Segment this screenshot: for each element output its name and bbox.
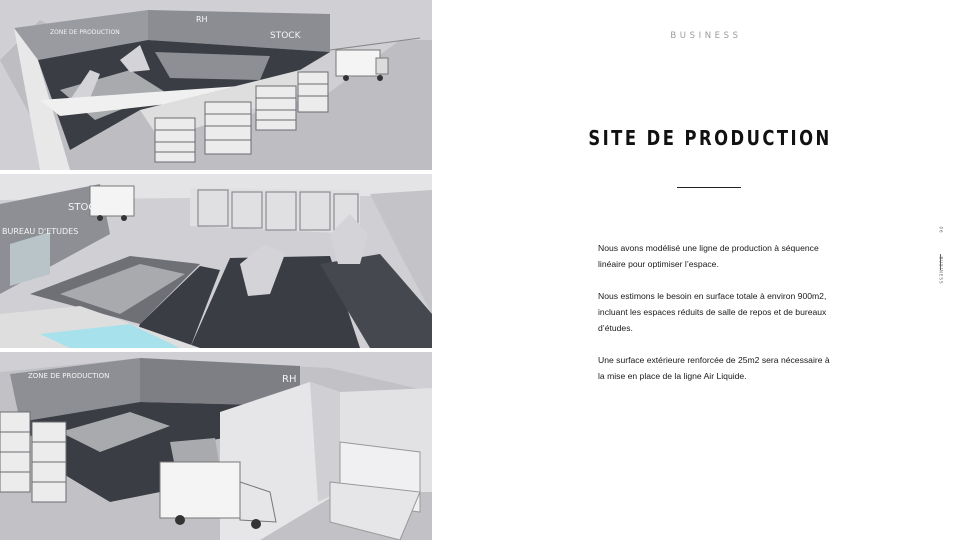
slide-title: SITE DE PRODUCTION <box>588 126 832 150</box>
side-tab-label: BUSINESS <box>938 256 944 285</box>
factory-render-bottom <box>0 352 432 540</box>
paragraph-exterior: Une surface extérieure renforcée de 25m2 sera nécessaire à la mise en place de la ligne Air Liquide. <box>598 355 830 381</box>
renders-column <box>0 0 432 540</box>
paragraph-surface: Nous estimons le besoin en surface totale à environ 900m2, incluant les espaces réduits de salle de repos et de bureaux d’études. <box>598 291 827 333</box>
side-tab <box>935 226 947 292</box>
sign-production-top: ZONE DE PRODUCTION <box>50 29 120 36</box>
sign-bureau-middle: BUREAU D'ETUDES <box>2 227 79 236</box>
paragraph-production-line: Nous avons modélisé une ligne de production à séquence linéaire pour optimiser l’espace. <box>598 243 819 269</box>
side-tab-number: 06 <box>938 226 944 234</box>
slide-category: BUSINESS <box>670 31 742 41</box>
title-divider <box>677 187 741 188</box>
sign-production-bottom: ZONE DE PRODUCTION <box>28 372 110 380</box>
factory-render-top <box>0 0 432 170</box>
sign-stock-middle: STOCK <box>68 202 102 213</box>
slide-body <box>598 240 830 400</box>
sign-rh-top: RH <box>196 15 208 24</box>
factory-render-middle <box>0 174 432 348</box>
sign-stock-top: STOCK <box>270 31 301 41</box>
sign-rh-bottom: RH <box>282 374 297 385</box>
